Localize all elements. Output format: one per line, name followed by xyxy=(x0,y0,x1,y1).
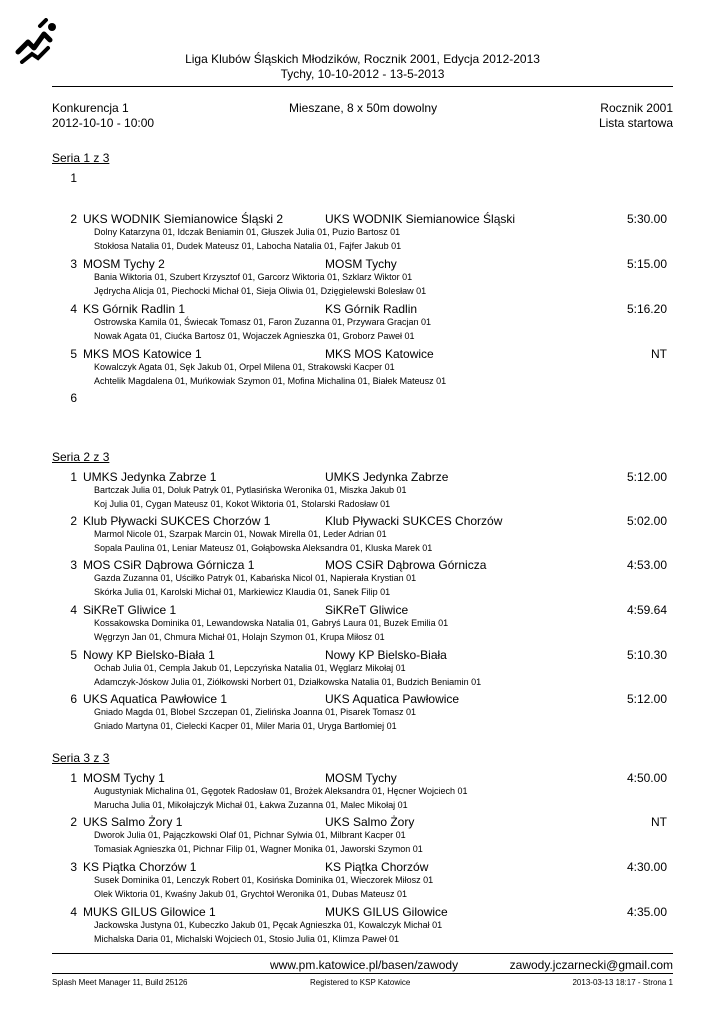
entry-time: 5:30.00 xyxy=(626,212,667,226)
relay-team: UKS Aquatica Pawłowice 1 xyxy=(83,692,228,706)
lane-row xyxy=(52,212,673,257)
entry-time: NT xyxy=(651,347,667,361)
swimmers-line: Adamczyk-Jóskow Julia 01, Ziółkowski Norbert 01, Działkowska Natalia 01, Budzich Beniamin 01 xyxy=(94,677,482,687)
relay-team: MKS MOS Katowice 1 xyxy=(83,347,202,361)
lane-number: 3 xyxy=(70,558,77,572)
entry-time: 5:16.20 xyxy=(626,302,667,316)
footer-divider-top xyxy=(52,953,673,954)
entry-time: 5:12.00 xyxy=(626,692,667,706)
footer-email-link[interactable]: zawody.jczarnecki@gmail.com xyxy=(509,958,673,972)
club-name: SiKReT Gliwice xyxy=(325,603,409,617)
entry-time: 5:10.30 xyxy=(626,648,667,662)
relay-team: KS Górnik Radlin 1 xyxy=(83,302,186,316)
swimmers-line: Marucha Julia 01, Mikołajczyk Michał 01, Łakwa Zuzanna 01, Malec Mikołaj 01 xyxy=(94,800,408,810)
club-name: MUKS GILUS Gilowice xyxy=(325,905,448,919)
lane-row xyxy=(52,905,673,950)
footer-printed: 2013-03-13 18:17 - Strona 1 xyxy=(572,978,673,987)
lane-number: 1 xyxy=(70,771,77,785)
swimmers-line: Augustyniak Michalina 01, Gęgotek Radosław 01, Brożek Aleksandra 01, Hęcner Wojciech 01 xyxy=(94,786,468,796)
entry-time: 4:59.64 xyxy=(626,603,667,617)
lane-number: 3 xyxy=(70,257,77,271)
relay-team: UMKS Jedynka Zabrze 1 xyxy=(83,470,217,484)
lane-row xyxy=(52,470,673,515)
swimmers-line: Gniado Martyna 01, Cielecki Kacper 01, Miler Maria 01, Uryga Bartłomiej 01 xyxy=(94,721,397,731)
footer-software: Splash Meet Manager 11, Build 25126 xyxy=(52,978,188,987)
club-name: UKS Aquatica Pawłowice xyxy=(325,692,460,706)
entry-time: 4:35.00 xyxy=(626,905,667,919)
lane-row xyxy=(52,514,673,559)
swimmers-line: Michalska Daria 01, Michalski Wojciech 01, Stosio Julia 01, Klimza Paweł 01 xyxy=(94,934,399,944)
lane-row xyxy=(52,815,673,860)
footer-divider-bottom xyxy=(52,973,673,974)
swimmers-line: Marmol Nicole 01, Szarpak Marcin 01, Nowak Mirella 01, Leder Adrian 01 xyxy=(94,529,387,539)
relay-team: MOS CSiR Dąbrowa Górnicza 1 xyxy=(83,558,255,572)
swimmers-line: Jackowska Justyna 01, Kubeczko Jakub 01, Pęcak Agnieszka 01, Kowalczyk Michał 01 xyxy=(94,920,443,930)
lane-row xyxy=(52,302,673,347)
meet-title: Liga Klubów Śląskich Młodzików, Rocznik 2001, Edycja 2012-2013 xyxy=(185,52,540,66)
swimmers-line: Kossakowska Dominika 01, Lewandowska Natalia 01, Gabryś Laura 01, Buzek Emilia 01 xyxy=(94,618,449,628)
lane-number: 2 xyxy=(70,212,77,226)
relay-team: Klub Pływacki SUKCES Chorzów 1 xyxy=(83,514,271,528)
swimmers-line: Koj Julia 01, Cygan Mateusz 01, Kokot Wiktoria 01, Stolarski Radosław 01 xyxy=(94,499,391,509)
lane-row xyxy=(52,860,673,905)
club-name: MKS MOS Katowice xyxy=(325,347,434,361)
entry-time: NT xyxy=(651,815,667,829)
lane-row xyxy=(52,648,673,693)
swimmers-line: Ochab Julia 01, Cempla Jakub 01, Lepczyńska Natalia 01, Węglarz Mikołaj 01 xyxy=(94,663,406,673)
event-datetime: 2012-10-10 - 10:00 xyxy=(52,116,155,130)
lane-number: 1 xyxy=(70,470,77,484)
footer-website-link[interactable]: www.pm.katowice.pl/basen/zawody xyxy=(270,958,459,972)
empty-lane-number: 1 xyxy=(70,171,77,185)
swimmers-line: Stokłosa Natalia 01, Dudek Mateusz 01, Labocha Natalia 01, Fajfer Jakub 01 xyxy=(94,241,402,251)
relay-team: MOSM Tychy 2 xyxy=(83,257,165,271)
swimmers-line: Skórka Julia 01, Karolski Michał 01, Markiewicz Klaudia 01, Sanek Filip 01 xyxy=(94,587,391,597)
entry-time: 4:53.00 xyxy=(626,558,667,572)
club-name: MOSM Tychy xyxy=(325,771,397,785)
lane-number: 6 xyxy=(70,692,77,706)
lane-number: 4 xyxy=(70,603,77,617)
entry-time: 4:30.00 xyxy=(626,860,667,874)
swimmers-line: Gniado Magda 01, Blobel Szczepan 01, Zielińska Joanna 01, Pisarek Tomasz 01 xyxy=(94,707,417,717)
swimmers-line: Bania Wiktoria 01, Szubert Krzysztof 01, Garcorz Wiktoria 01, Szklarz Wiktor 01 xyxy=(94,272,413,282)
footer-registered: Registered to KSP Katowice xyxy=(310,978,411,987)
club-name: MOS CSiR Dąbrowa Górnicza xyxy=(325,558,487,572)
heat-title: Seria 1 z 3 xyxy=(52,151,110,165)
lane-number: 4 xyxy=(70,905,77,919)
event-list-type: Lista startowa xyxy=(598,116,673,130)
club-name: UMKS Jedynka Zabrze xyxy=(325,470,449,484)
lane-number: 4 xyxy=(70,302,77,316)
entry-time: 4:50.00 xyxy=(626,771,667,785)
swimmers-line: Olek Wiktoria 01, Kwaśny Jakub 01, Grychtoł Weronika 01, Dubas Mateusz 01 xyxy=(94,889,407,899)
lane-row xyxy=(52,692,673,737)
lane-row xyxy=(52,603,673,648)
entry-time: 5:12.00 xyxy=(626,470,667,484)
lane-number: 3 xyxy=(70,860,77,874)
relay-team: Nowy KP Bielsko-Biała 1 xyxy=(83,648,215,662)
lane-row xyxy=(52,771,673,816)
swimmers-line: Tomasiak Agnieszka 01, Pichnar Filip 01, Wagner Monika 01, Jaworski Szymon 01 xyxy=(94,844,423,854)
meet-dates: Tychy, 10-10-2012 - 13-5-2013 xyxy=(280,67,445,81)
swimmers-line: Achtelik Magdalena 01, Muńkowiak Szymon 01, Mofina Michalina 01, Białek Mateusz 01 xyxy=(94,376,447,386)
club-name: UKS Salmo Żory xyxy=(325,815,415,829)
heat-title: Seria 3 z 3 xyxy=(52,751,110,765)
lane-number: 5 xyxy=(70,648,77,662)
lane-number: 2 xyxy=(70,815,77,829)
lane-row xyxy=(52,558,673,603)
swimmers-line: Węgrzyn Jan 01, Chmura Michał 01, Holajn Szymon 01, Krupa Miłosz 01 xyxy=(94,632,385,642)
lane-row xyxy=(52,347,673,392)
lane-number: 5 xyxy=(70,347,77,361)
event-number: Konkurencja 1 xyxy=(52,101,129,115)
event-name: Mieszane, 8 x 50m dowolny xyxy=(289,101,438,115)
heat-title: Seria 2 z 3 xyxy=(52,450,110,464)
club-name: Klub Pływacki SUKCES Chorzów xyxy=(325,514,503,528)
entry-time: 5:02.00 xyxy=(626,514,667,528)
relay-team: UKS Salmo Żory 1 xyxy=(83,815,183,829)
swimmers-line: Sopala Paulina 01, Leniar Mateusz 01, Gołąbowska Aleksandra 01, Kluska Marek 01 xyxy=(94,543,433,553)
lane-row xyxy=(52,257,673,302)
event-age: Rocznik 2001 xyxy=(600,101,673,115)
club-name: Nowy KP Bielsko-Biała xyxy=(325,648,447,662)
swimmers-line: Bartczak Julia 01, Doluk Patryk 01, Pytlasińska Weronika 01, Miszka Jakub 01 xyxy=(94,485,407,495)
swimmers-line: Nowak Agata 01, Ciućka Bartosz 01, Wojaczek Agnieszka 01, Groborz Paweł 01 xyxy=(94,331,415,341)
swimmers-line: Dworok Julia 01, Pajączkowski Olaf 01, Pichnar Sylwia 01, Milbrant Kacper 01 xyxy=(94,830,406,840)
swimmers-line: Dolny Katarzyna 01, Idczak Beniamin 01, Głuszek Julia 01, Puzio Bartosz 01 xyxy=(94,227,401,237)
swimmers-line: Ostrowska Kamila 01, Świecak Tomasz 01, Faron Zuzanna 01, Przywara Gracjan 01 xyxy=(94,317,431,327)
relay-team: MOSM Tychy 1 xyxy=(83,771,165,785)
swimmers-line: Gazda Zuzanna 01, Uściłko Patryk 01, Kabańska Nicol 01, Napierała Krystian 01 xyxy=(94,573,417,583)
lane-number: 2 xyxy=(70,514,77,528)
entry-time: 5:15.00 xyxy=(626,257,667,271)
club-name: KS Piątka Chorzów xyxy=(325,860,429,874)
empty-lane-number: 6 xyxy=(70,391,77,405)
relay-team: UKS WODNIK Siemianowice Śląski 2 xyxy=(83,212,284,226)
club-name: MOSM Tychy xyxy=(325,257,397,271)
club-name: UKS WODNIK Siemianowice Śląski xyxy=(325,212,516,226)
swimmers-line: Susek Dominika 01, Lenczyk Robert 01, Kosińska Dominika 01, Wieczorek Miłosz 01 xyxy=(94,875,434,885)
club-name: KS Górnik Radlin xyxy=(325,302,418,316)
relay-team: MUKS GILUS Gilowice 1 xyxy=(83,905,216,919)
relay-team: KS Piątka Chorzów 1 xyxy=(83,860,197,874)
header-divider xyxy=(52,86,673,87)
relay-team: SiKReT Gliwice 1 xyxy=(83,603,177,617)
swimmers-line: Jędrycha Alicja 01, Piechocki Michał 01, Sieja Oliwia 01, Dzięgielewski Bolesław 01 xyxy=(94,286,427,296)
swimmers-line: Kowalczyk Agata 01, Sęk Jakub 01, Orpel Milena 01, Strakowski Kacper 01 xyxy=(94,362,395,372)
